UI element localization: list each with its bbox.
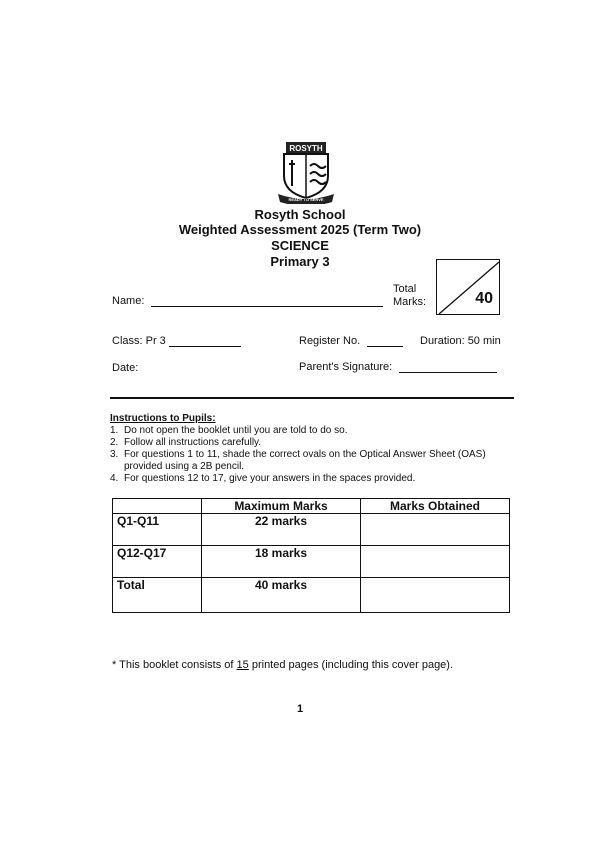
row-obtained[interactable] [361, 514, 510, 546]
row-max: 18 marks [202, 546, 361, 578]
row-obtained[interactable] [361, 578, 510, 613]
total-marks-label-line2: Marks: [393, 296, 426, 308]
total-marks-value: 40 [475, 290, 493, 307]
instructions-title: Instructions to Pupils: [110, 413, 216, 424]
register-row [299, 335, 403, 347]
signature-field[interactable] [399, 372, 497, 373]
class-field[interactable] [169, 346, 241, 347]
instruction-item: 4. For questions 12 to 17, give your answers in the spaces provided. [110, 473, 416, 484]
footnote-prefix: * This booklet consists of [112, 659, 234, 671]
row-obtained[interactable] [361, 546, 510, 578]
duration-text: Duration: 50 min [420, 335, 501, 347]
school-name: Rosyth School [254, 207, 346, 222]
class-row [112, 335, 241, 347]
header-marks-obtained: Marks Obtained [361, 499, 510, 514]
instruction-item: 2. Follow all instructions carefully. [110, 437, 262, 448]
class-label: Class: [112, 335, 143, 347]
instruction-item: 1. Do not open the booklet until you are told to do so. [110, 425, 348, 436]
school-crest [276, 140, 336, 204]
footnote [112, 659, 453, 671]
header-blank [113, 499, 202, 514]
row-max: 22 marks [202, 514, 361, 546]
row-section: Q1-Q11 [113, 514, 202, 546]
footnote-suffix: printed pages (including this cover page). [251, 659, 454, 671]
crest-name-text: ROSYTH [289, 144, 323, 153]
assessment-title: Weighted Assessment 2025 (Term Two) [178, 222, 422, 237]
date-label: Date: [112, 362, 139, 374]
table-row [113, 514, 510, 546]
signature-label: Parent's Signature: [299, 361, 393, 373]
subject-title: SCIENCE [271, 238, 329, 253]
level-title: Primary 3 [270, 254, 330, 269]
section-divider [110, 397, 514, 399]
name-row [112, 295, 383, 307]
table-row [113, 578, 510, 613]
marks-table [112, 498, 510, 613]
register-label: Register No. [299, 335, 361, 347]
page-number: 1 [296, 703, 304, 715]
header-max-marks: Maximum Marks [202, 499, 361, 514]
name-field[interactable] [151, 306, 383, 307]
class-value: Pr 3 [145, 335, 166, 347]
total-marks-box [436, 259, 500, 315]
table-header-row [113, 499, 510, 514]
total-marks-label-line1: Total [393, 283, 417, 295]
signature-row [299, 361, 497, 373]
name-label: Name: [112, 295, 145, 307]
mark-dash [450, 545, 508, 546]
crest-motto: READY TO SERVE [288, 197, 324, 202]
total-marks-label [393, 283, 426, 309]
footnote-pages: 15 [236, 659, 249, 671]
row-max: 40 marks [202, 578, 361, 613]
row-section: Q12-Q17 [113, 546, 202, 578]
mark-dash [358, 545, 408, 546]
register-field[interactable] [367, 346, 403, 347]
row-section: Total [113, 578, 202, 613]
instructions [110, 413, 510, 485]
table-row [113, 546, 510, 578]
instruction-item: 3. For questions 1 to 11, shade the correct ovals on the Optical Answer Sheet (OAS) provided using a 2B pencil. [110, 449, 486, 472]
